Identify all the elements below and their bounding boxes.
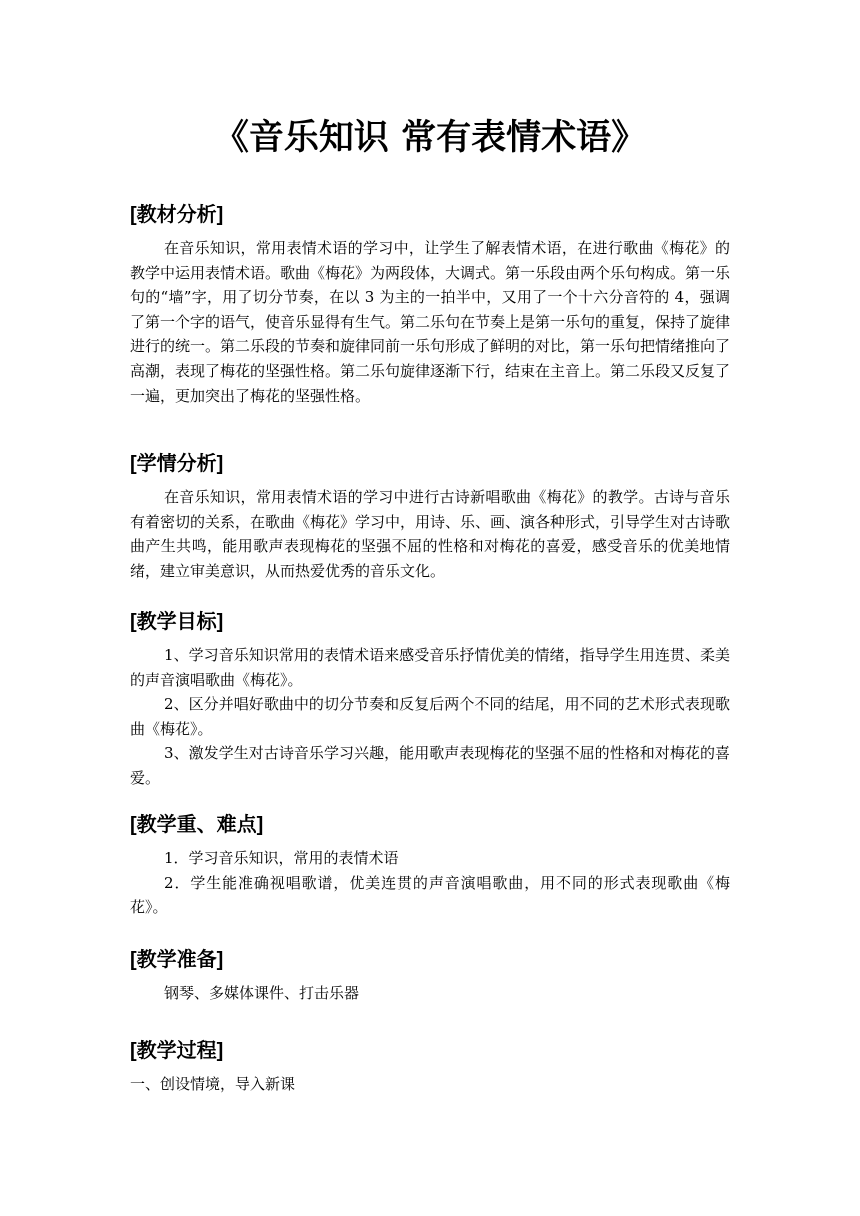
section-key-points bbox=[130, 810, 730, 920]
process-step-1: 一、创设情境，导入新课 bbox=[130, 1075, 296, 1093]
textbook-analysis-paragraph: 在音乐知识，常用表情术语的学习中，让学生了解表情术语，在进行歌曲《梅花》的教学中运用表情术语。歌曲《梅花》为两段体，大调式。第一乐段由两个乐句构成。第一乐句的“墙”字，用了切分节奏，在以 3 为主的一拍半中，又用了一个十六分音符的 4，强调了第一个字的语气，使音乐显得有生气。第二乐句在节奏上是第一乐句的重复，保持了旋律进行的统一。第二乐段的节奏和旋律同前一乐句形成了鲜明的对比，第一乐句把情绪推向了高潮，表现了梅花的坚强性格。第二乐句旋律逐渐下行，结束在主音上。第二乐段又反复了一遍，更加突出了梅花的坚强性格。 bbox=[130, 239, 731, 405]
section-heading-teaching-process: [教学过程] bbox=[130, 1040, 224, 1062]
section-textbook-analysis bbox=[130, 200, 730, 408]
preparation-text: 钢琴、多媒体课件、打击乐器 bbox=[164, 984, 360, 1002]
section-heading-preparation: [教学准备] bbox=[130, 949, 224, 971]
key-point-item: 1．学习音乐知识，常用的表情术语 bbox=[164, 849, 399, 867]
student-analysis-paragraph: 在音乐知识，常用表情术语的学习中进行古诗新唱歌曲《梅花》的教学。古诗与音乐有着密切的关系，在歌曲《梅花》学习中，用诗、乐、画、演各种形式，引导学生对古诗歌曲产生共鸣，能用歌声表现梅花的坚强不屈的性格和对梅花的喜爱，感受音乐的优美地情绪，建立审美意识，从而热爱优秀的音乐文化。 bbox=[130, 488, 731, 580]
section-heading-key-points: [教学重、难点] bbox=[130, 814, 264, 836]
section-teaching-process bbox=[130, 1036, 730, 1097]
section-preparation bbox=[130, 945, 730, 1006]
teaching-goal-item: 2、区分并唱好歌曲中的切分节奏和反复后两个不同的结尾，用不同的艺术形式表现歌曲《梅花》。 bbox=[130, 695, 730, 738]
document-title: 《音乐知识 常有表情术语》 bbox=[213, 117, 647, 158]
section-student-analysis bbox=[130, 449, 730, 583]
key-point-item: 2．学生能准确视唱歌谱，优美连贯的声音演唱歌曲，用不同的形式表现歌曲《梅花》。 bbox=[130, 873, 730, 917]
teaching-goal-item: 3、激发学生对古诗音乐学习兴趣，能用歌声表现梅花的坚强不屈的性格和对梅花的喜爱。 bbox=[130, 744, 730, 787]
teaching-goal-item: 1、学习音乐知识常用的表情术语来感受音乐抒情优美的情绪，指导学生用连贯、柔美的声音演唱歌曲《梅花》。 bbox=[130, 646, 730, 689]
section-heading-teaching-goals: [教学目标] bbox=[130, 611, 224, 633]
section-heading-student-analysis: [学情分析] bbox=[130, 453, 224, 475]
section-teaching-goals bbox=[130, 607, 730, 791]
section-heading-textbook-analysis: [教材分析] bbox=[130, 204, 224, 226]
